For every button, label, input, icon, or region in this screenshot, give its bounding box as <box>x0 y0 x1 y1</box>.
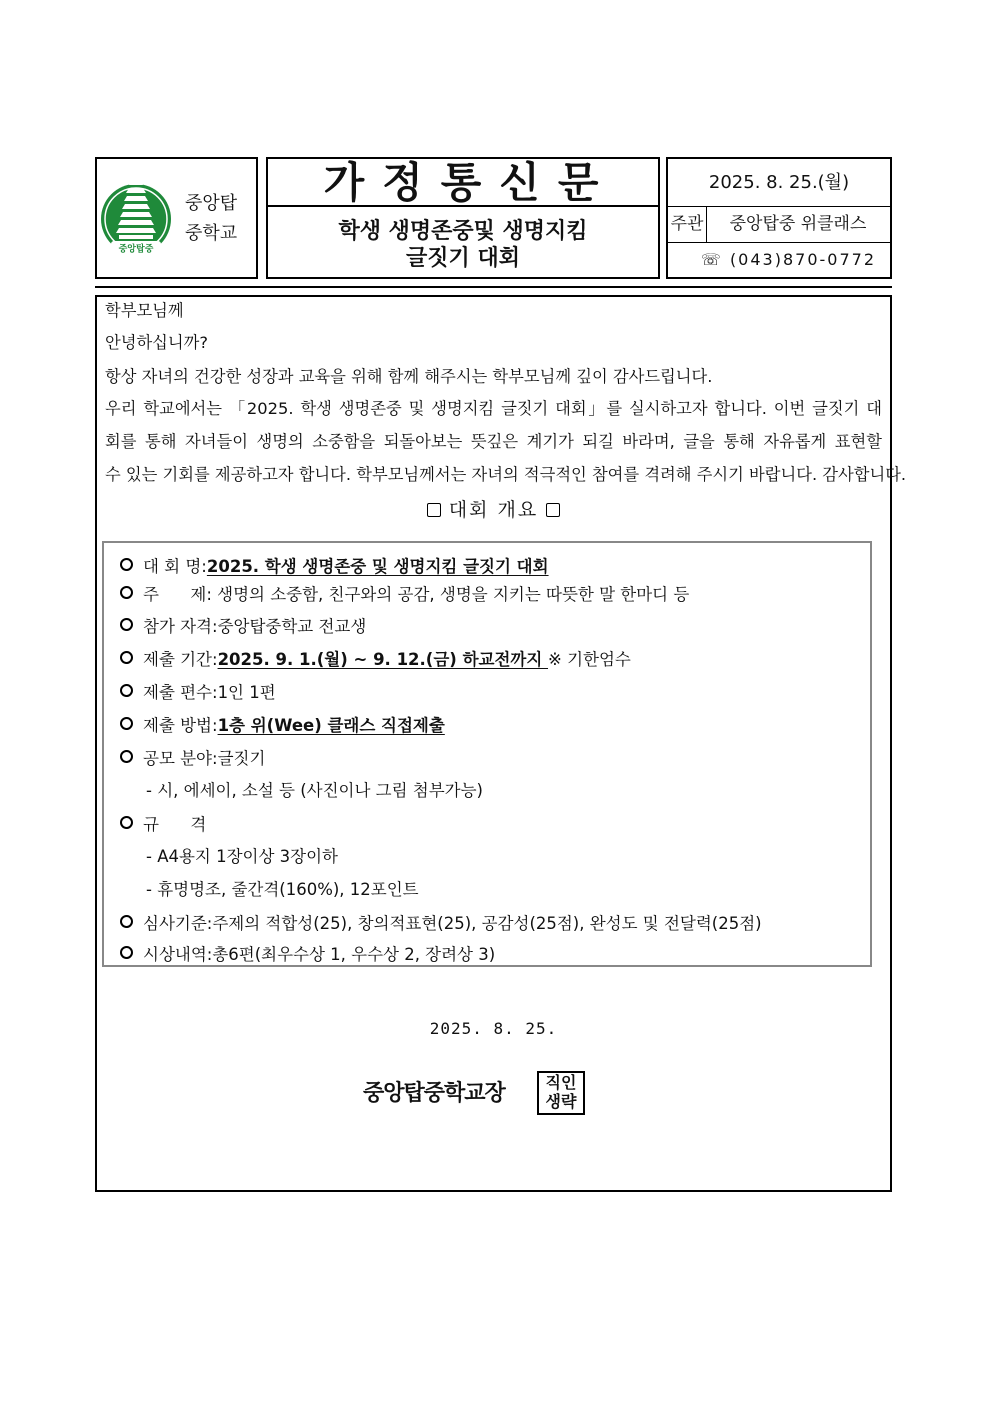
list-item <box>120 816 862 834</box>
letter-body <box>95 295 907 1192</box>
list-item: 공모 분야:글짓기 <box>120 750 862 768</box>
bullet-icon <box>120 684 133 697</box>
eligibility: 중앙탑중학교 전교생 <box>217 617 367 636</box>
submission-count: 1인 1편 <box>217 683 276 702</box>
intro-line1: 우리 학교에서는 「2025. 학생 생명존중 및 생명지킴 글짓기 대회」를 실시하고자 합니다. 이번 글짓기 대 <box>105 399 882 418</box>
logo-text: 중앙탑중 <box>118 244 154 255</box>
awards: 총6편(최우수상 1, 우수상 2, 장려상 3) <box>212 945 496 964</box>
bullet-icon <box>120 946 133 959</box>
phone-number: ☏ (043)870-0772 <box>700 250 876 269</box>
judging-criteria: 주제의 적합성(25), 창의적표현(25), 공감성(25점), 완성도 및 전달력(25점) <box>212 914 762 933</box>
official-seal <box>537 1071 585 1115</box>
subtitle-line2: 글짓기 대회 <box>406 246 520 271</box>
school-box <box>95 157 258 279</box>
info-box <box>666 157 892 279</box>
organizer-value: 중앙탑중 위클래스 <box>729 214 867 234</box>
intro-line3: 수 있는 기회를 제공하고자 합니다. 학부모님께서는 자녀의 적극적인 참여를 격려해 주시기 바랍니다. 감사합니다. <box>105 465 907 484</box>
intro-line2: 회를 통해 자녀들이 생명의 소중함을 되돌아보는 뜻깊은 계기가 되길 바라며, 글을 통해 자유롭게 표현할 <box>105 432 882 451</box>
subtitle-line1: 학생 생명존중및 생명지킴 <box>338 219 588 244</box>
overview-heading-text: 대회 개요 <box>448 499 539 521</box>
list-item: 제출 편수:1인 1편 <box>120 684 862 702</box>
greeting: 학부모님께 <box>105 301 184 320</box>
bullet-icon <box>120 558 133 571</box>
hello: 안녕하십니까? <box>105 333 209 352</box>
square-icon <box>427 503 441 517</box>
bullet-icon <box>120 651 133 664</box>
bullet-icon <box>120 717 133 730</box>
bullet-icon <box>120 816 133 829</box>
bullet-icon <box>120 618 133 631</box>
field-sub-item: - 시, 에세이, 소설 등 (사진이나 그림 첨부가능) <box>146 781 483 800</box>
list-item: 대 회 명:2025. 학생 생명존중 및 생명지킴 글짓기 대회 <box>120 558 862 576</box>
issue-date: 2025. 8. 25.(월) <box>668 159 890 207</box>
contest-name: 2025. 학생 생명존중 및 생명지킴 글짓기 대회 <box>206 557 549 576</box>
principal-signature: 중앙탑중학교장 <box>363 1081 505 1106</box>
school-name-line1: 중앙탑 <box>185 193 238 214</box>
school-logo-pagoda-icon <box>99 161 173 277</box>
thanks-line: 항상 자녀의 건강한 성장과 교육을 위해 함께 해주시는 학부모님께 깊이 감사드립니다. <box>105 367 713 386</box>
header-divider <box>95 286 892 288</box>
bullet-icon <box>120 586 133 599</box>
organizer-label: 주관 <box>668 207 707 242</box>
submission-method: 1층 위(Wee) 클래스 직접제출 <box>217 716 445 735</box>
square-icon <box>546 503 560 517</box>
overview-details-box <box>102 541 872 967</box>
contest-theme: 생명의 소중함, 친구와의 공감, 생명을 지키는 따뜻한 말 한마디 등 <box>217 585 690 604</box>
title-box <box>266 157 660 279</box>
format-sub-item-1: - A4용지 1장이상 3장이하 <box>146 847 338 866</box>
submission-period: 2025. 9. 1.(월) ~ 9. 12.(금) 하교전까지 <box>217 650 549 669</box>
contest-field: 글짓기 <box>217 749 266 768</box>
document-title: 가정통신문 <box>268 159 658 207</box>
seal-line1: 직인 <box>545 1073 577 1092</box>
list-item: 참가 자격:중앙탑중학교 전교생 <box>120 618 862 636</box>
deadline-note: ※ 기한엄수 <box>548 650 631 669</box>
list-item: 심사기준:주제의 적합성(25), 창의적표현(25), 공감성(25점), 완성도 및 전달력(25점) <box>120 915 862 933</box>
closing-date: 2025. 8. 25. <box>429 1019 558 1038</box>
list-item: 제출 방법:1층 위(Wee) 클래스 직접제출 <box>120 717 862 735</box>
format-label: 규 격 <box>143 815 207 834</box>
bullet-icon <box>120 750 133 763</box>
list-item: 제출 기간:2025. 9. 1.(월) ~ 9. 12.(금) 하교전까지 ※ 기한엄수 <box>120 651 862 669</box>
seal-line2: 생략 <box>545 1092 577 1111</box>
school-name-line2: 중학교 <box>185 223 238 244</box>
bullet-icon <box>120 915 133 928</box>
format-sub-item-2: - 휴명명조, 줄간격(160%), 12포인트 <box>146 880 419 899</box>
list-item: 주 제: 생명의 소중함, 친구와의 공감, 생명을 지키는 따뜻한 말 한마디 등 <box>120 586 862 604</box>
overview-heading <box>97 501 890 520</box>
organizer-row <box>668 207 890 243</box>
list-item: 시상내역:총6편(최우수상 1, 우수상 2, 장려상 3) <box>120 946 862 964</box>
